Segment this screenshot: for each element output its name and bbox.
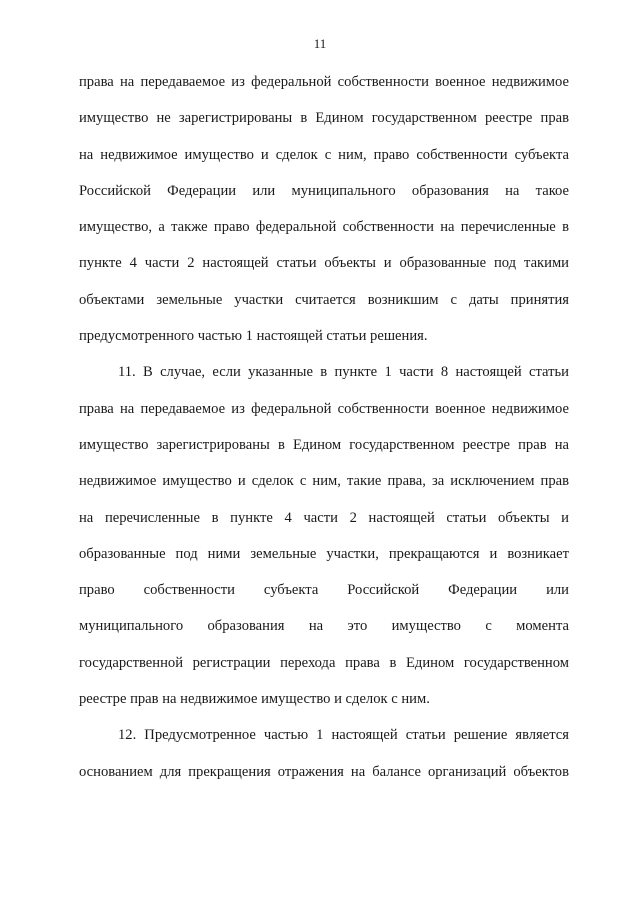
text-line: права на передаваемое из федеральной собственности военное недвижимое: [79, 400, 569, 417]
text-line: право собственности субъекта Российской Федерации или: [79, 582, 569, 599]
text-line: объектами земельные участки считается возникшим с даты принятия: [79, 291, 569, 308]
text-line: основанием для прекращения отражения на балансе организаций объектов: [79, 763, 569, 780]
text-line: имущество не зарегистрированы в Едином государственном реестре прав: [79, 110, 569, 127]
text-line: 12. Предусмотренное частью 1 настоящей статьи решение является: [118, 727, 569, 744]
text-line: на недвижимое имущество и сделок с ним, право собственности субъекта: [79, 146, 569, 163]
page-number: 11: [313, 36, 327, 51]
document-body: [79, 72, 569, 798]
text-line: муниципального образования на это имущество с момента: [79, 618, 569, 635]
text-line: образованные под ними земельные участки, прекращаются и возникает: [79, 545, 569, 562]
text-line: имущество, а также право федеральной собственности на перечисленные в: [79, 219, 569, 236]
text-line: государственной регистрации перехода права в Едином государственном: [79, 654, 569, 671]
text-line: предусмотренного частью 1 настоящей статьи решения.: [79, 328, 428, 345]
text-line: Российской Федерации или муниципального образования на такое: [79, 182, 569, 199]
text-line: права на передаваемое из федеральной собственности военное недвижимое: [79, 74, 569, 90]
text-line: имущество зарегистрированы в Едином государственном реестре прав на: [79, 436, 569, 453]
text-line: недвижимое имущество и сделок с ним, такие права, за исключением прав: [79, 473, 569, 490]
text-line: пункте 4 части 2 настоящей статьи объекты и образованные под такими: [79, 255, 569, 272]
text-line: реестре прав на недвижимое имущество и сделок с ним.: [79, 691, 430, 708]
text-line: на перечисленные в пункте 4 части 2 настоящей статьи объекты и: [79, 509, 569, 526]
text-line: 11. В случае, если указанные в пункте 1 части 8 настоящей статьи: [118, 364, 569, 381]
